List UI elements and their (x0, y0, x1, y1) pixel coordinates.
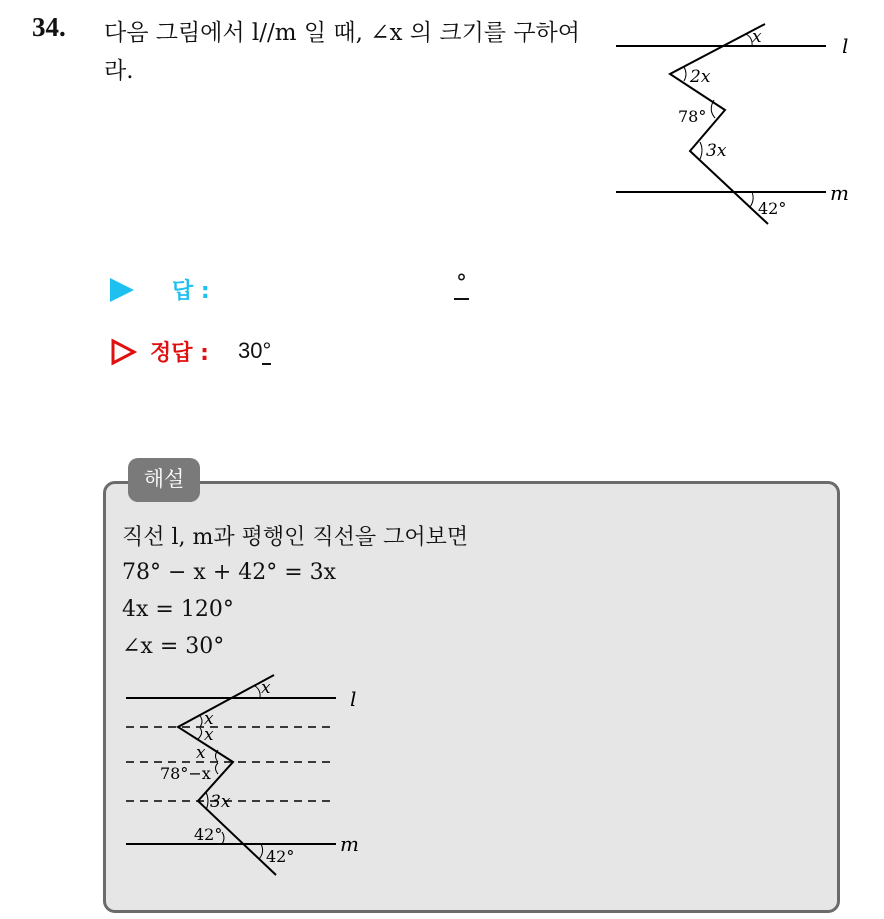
correct-answer-label: 정답 : (150, 341, 209, 366)
question-text: 다음 그림에서 l//m 일 때, ∠x 의 크기를 구하여라. (104, 20, 580, 84)
label-42-out: 42° (266, 847, 295, 866)
answer-label: 답 : (172, 279, 210, 304)
arc-78x (216, 763, 219, 774)
answer-triangle-icon (110, 278, 134, 302)
answer-row (110, 272, 530, 308)
arc-3x (700, 142, 702, 159)
label-42-in: 42° (194, 825, 223, 844)
solution-line-3: 4x = 120° (122, 597, 234, 622)
arc-x-a (200, 716, 202, 727)
correct-answer-value (238, 338, 271, 365)
label-x-b: x (204, 725, 214, 745)
answer-unit[interactable]: ° (454, 270, 469, 300)
label-78: 78° (678, 107, 707, 126)
arc-42-out (259, 844, 263, 859)
arc-x-b (198, 728, 202, 739)
correct-answer-unit: ° (262, 338, 272, 363)
solution-figure (118, 668, 378, 883)
question-number: 34. (32, 12, 66, 42)
label-42: 42° (758, 199, 787, 218)
problem-figure (600, 14, 860, 229)
label-l: l (350, 687, 357, 711)
label-x-top: x (261, 678, 271, 698)
arc-3x (206, 792, 208, 810)
label-l: l (842, 34, 849, 58)
label-78x: 78°−x (160, 764, 211, 783)
arc-2x (684, 67, 686, 81)
correct-answer-number: 30 (238, 338, 263, 363)
label-m: m (830, 181, 849, 205)
label-x-c: x (196, 743, 206, 763)
label-3x: 3x (706, 141, 727, 161)
arc-42 (750, 192, 753, 207)
label-x-a: x (204, 709, 214, 729)
label-3x: 3x (210, 792, 231, 812)
label-x: x (752, 27, 762, 47)
solution-tag: 해설 (128, 458, 200, 502)
outline-triangle-icon (110, 338, 138, 366)
arc-x-top (255, 686, 260, 698)
solution-line-2: 78° − x + 42° = 3x (122, 560, 337, 585)
solution-line-1: 직선 l, m과 평행인 직선을 그어보면 (122, 525, 469, 550)
correct-answer-row (110, 336, 530, 372)
label-2x: 2x (690, 67, 711, 87)
label-m: m (340, 832, 359, 856)
solution-line-4: ∠x = 30° (122, 634, 225, 659)
